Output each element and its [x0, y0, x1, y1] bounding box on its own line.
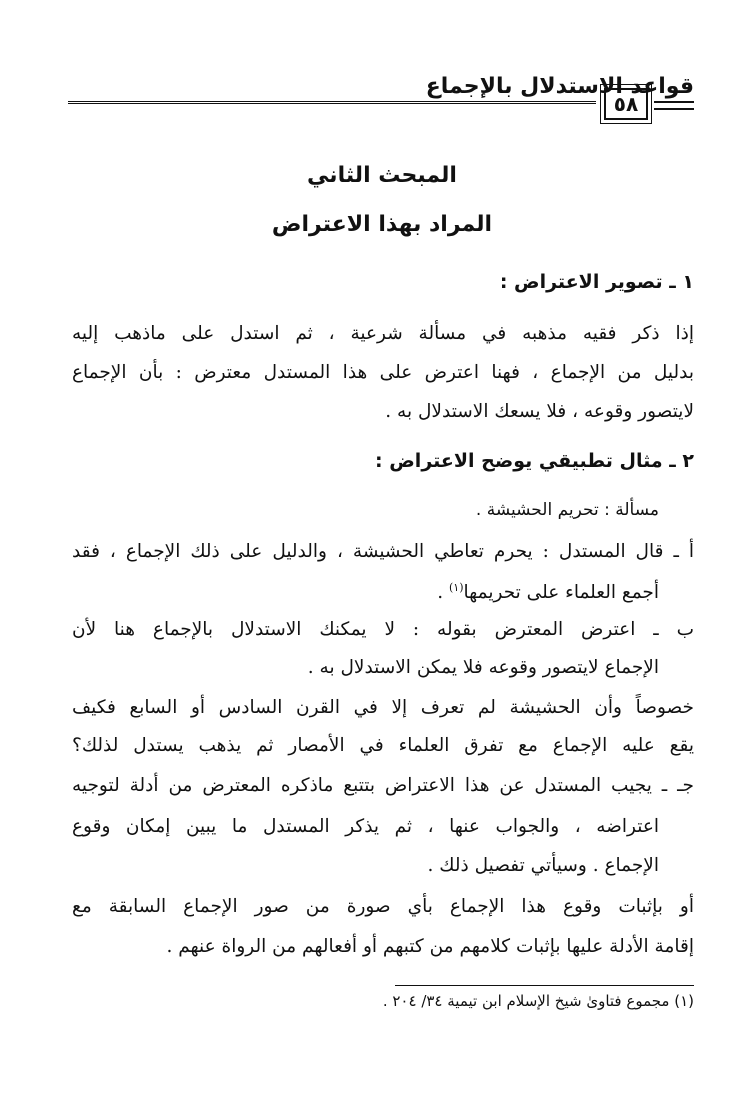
footnote-rule [395, 985, 694, 986]
page-number: ٥٨ [604, 88, 648, 120]
paragraph-line: الإجماع . وسيأتي تفصيل ذلك . [427, 855, 659, 876]
page-title: المراد بهذا الاعتراض [271, 212, 493, 237]
paragraph-line: يقع عليه الإجماع مع تفرق العلماء في الأمصار ثم يذهب يستدل لذلك؟ [72, 735, 694, 756]
issue-label: مسألة : تحريم الحشيشة . [475, 500, 659, 520]
section-heading: المبحث الثاني [307, 163, 457, 188]
point1-heading: ١ ـ تصوير الاعتراض : [499, 271, 694, 293]
paragraph-text: . [437, 582, 449, 604]
header-rule-right-lower [654, 108, 694, 110]
header-rule-right [654, 101, 694, 103]
paragraph-line: لايتصور وقوعه ، فلا يسعك الاستدلال به . [385, 401, 694, 422]
paragraph-line: إذا ذكر فقيه مذهبه في مسألة شرعية ، ثم استدل على ماذهب إليه [72, 323, 694, 344]
paragraph-line: أو بإثبات وقوع هذا الإجماع بأي صورة من صور الإجماع السابقة مع [72, 896, 694, 917]
footnote: (١) مجموع فتاوىٰ شيخ الإسلام ابن تيمية ٣٤/ ٢٠٤ . [382, 992, 694, 1010]
paragraph-line: إقامة الأدلة عليها بإثبات كلامهم من كتبهم أو أفعالهم من الرواة عنهم . [166, 936, 694, 957]
paragraph-line: جـ ـ يجيب المستدل عن هذا الاعتراض بتتبع ماذكره المعترض من أدلة لتوجيه [72, 775, 694, 796]
point2-heading: ٢ ـ مثال تطبيقي يوضح الاعتراض : [375, 450, 694, 472]
paragraph-text: أجمع العلماء على تحريمها [463, 582, 659, 604]
paragraph-line: ب ـ اعترض المعترض بقوله : لا يمكنك الاستدلال بالإجماع هنا لأن [72, 619, 694, 640]
paragraph-line: اعتراضه ، والجواب عنها ، ثم يذكر المستدل ما يبين إمكان وقوع [72, 816, 659, 837]
paragraph-line: الإجماع لايتصور وقوعه فلا يمكن الاستدلال به . [307, 657, 659, 678]
paragraph-line: خصوصاً وأن الحشيشة لم تعرف إلا في القرن السادس أو السابع فكيف [72, 697, 694, 718]
paragraph-line: بدليل من الإجماع ، فهنا اعترض على هذا المستدل معترض : بأن الإجماع [72, 362, 694, 383]
header-rule [68, 101, 596, 104]
paragraph-line: أ ـ قال المستدل : يحرم تعاطي الحشيشة ، والدليل على ذلك الإجماع ، فقد [72, 541, 694, 562]
footnote-ref: (١) [448, 581, 464, 594]
running-title: قواعد الاستدلال بالإجماع [425, 74, 694, 99]
paragraph-line [437, 576, 659, 605]
